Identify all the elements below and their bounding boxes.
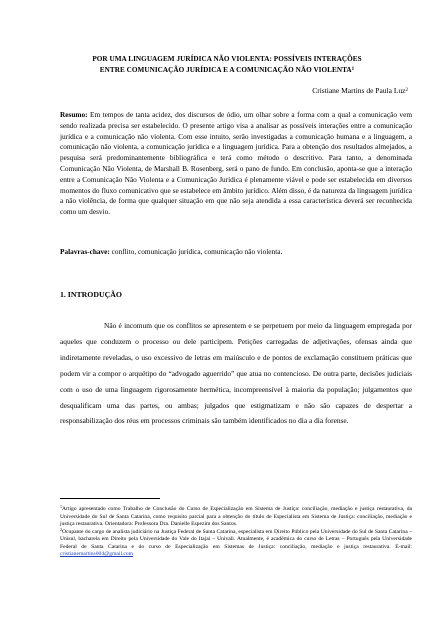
author-footnote-marker: 2 <box>405 88 408 93</box>
author-name: Cristiane Martins de Paula Luz <box>312 86 406 95</box>
footnote-1 <box>60 506 412 529</box>
keywords <box>60 247 412 257</box>
abstract-text: Em tempos de tanta acidez, dos discursos de ódio, um olhar sobre a forma com a qual a comunicação vem sendo realizada precisa ser estabelecido. O presente artigo visa a analisar as possíveis interações entre a comunicação jurídica e a comunicação não violenta. Com esse intuito, serão investigadas a comunicação humana e a linguagem, a comunicação não violenta, a comunicação jurídica e a linguagem jurídica. Para a obtenção dos resultados almejados, a pesquisa será predominantemente bibliográfica e terá como método o descritivo. Para tanto, a denominada Comunicação Não Violenta, de Marshall B. Rosenberg, será o pano de fundo. Em conclusão, aponta-se que a interação entre a Comunicação Não Violenta e a Comunicação Jurídica é plenamente viável e pode ser estabelecida em diversos momentos do fluxo comunicativo que se estabelece em âmbito jurídico. Além disso, é da natureza da linguagem jurídica a não violência, de forma que qualquer situação em que não seja atendida a essa característica deverá ser reconhecida como um desvio. <box>60 110 412 217</box>
footnote-2-marker: 2 <box>60 526 62 532</box>
footnote-2 <box>60 526 412 559</box>
author-email-link[interactable]: cristianemartins004@gmail.com <box>60 551 134 557</box>
footnotes <box>60 506 412 559</box>
footnote-2-text: Ocupante do cargo de analista judiciário na Justiça Federal de Santa Catarina, especialista em Direito Público pela Universidade do Sul de Santa Catarina – Unisul, bacharela em Direito pela Universidade do Vale do Itajaí – Univali. Atualmente, é acadêmica do curso de Letras – Português pela Universidade Federal de Santa Catarina e do curso de Especialização em Sistemas de Justiça: conciliação, mediação e justiça restaurativa. E-mail: <box>60 528 412 550</box>
keywords-text: conflito, comunicação jurídica, comunicação não violenta. <box>109 247 283 256</box>
author-line <box>180 86 408 96</box>
title-footnote-marker: 1 <box>351 67 355 72</box>
abstract <box>60 110 412 218</box>
introduction-paragraph: Não é incomum que os conflitos se apresentem e se perpetuem por meio da linguagem empregada por aqueles que conduzem o processo ou dele participem. Petições carregadas de adjetivações, ofensas ainda que indiretamente reveladas, o uso excessivo de letras em maiúsculo e de pontos de exclamação constituem práticas que podem vir a compor o arquétipo do “advogado aguerrido” que atua no contencioso. De outra parte, decisões judiciais com o uso de uma linguagem rigorosamente hermética, incompreensível à maioria da população; julgamentos que desqualificam uma das partes, ou ambas; julgados que estigmatizam e não são capazes de despertar a responsabilização dos réus em processos criminais são também identificados no dia a dia forense. <box>60 321 412 426</box>
title-line-2 <box>48 65 406 76</box>
paper-title <box>48 54 406 76</box>
footnote-divider <box>60 498 160 499</box>
footnote-1-marker: 1 <box>60 504 62 509</box>
section-heading: 1. INTRODUÇÃO <box>60 290 122 299</box>
footnote-1-text: Artigo apresentado como Trabalho de Conclusão do Curso de Especialização em Sistema de Justiça: conciliação, mediação e justiça restaurativa, da Universidade do Sul de Santa Catarina, como requisito parcial para a obtenção do título de Especialista em Sistema de Justiça: conciliação, mediação e justiça restaurativa. Orientadora: Professora Dra. Danielle Espezim dos Santos. <box>60 506 412 527</box>
title-line-1: POR UMA LINGUAGEM JURÍDICA NÃO VIOLENTA: POSSÍVEIS INTERAÇÕES <box>92 55 362 63</box>
title-line-2-text: ENTRE COMUNICAÇÃO JURÍDICA E A COMUNICAÇÃO NÃO VIOLENTA <box>99 66 352 74</box>
abstract-label: Resumo: <box>60 110 88 119</box>
keywords-label: Palavras-chave: <box>60 247 110 256</box>
